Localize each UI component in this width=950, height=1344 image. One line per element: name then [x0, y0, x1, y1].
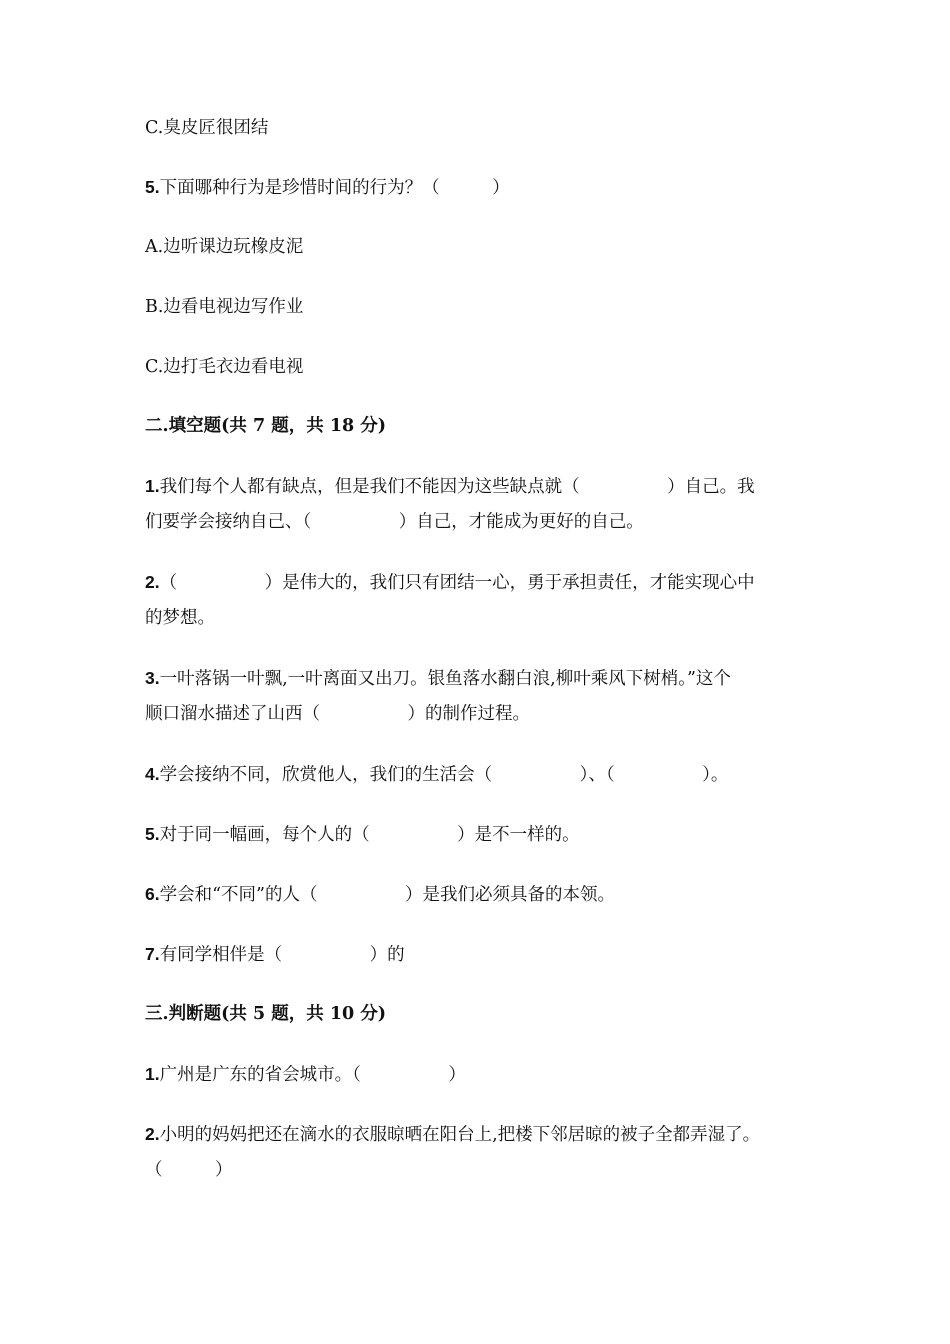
- section-heading-fill-in: 二.填空题(共 7 题，共 18 分): [145, 416, 387, 436]
- question-number: 2.: [145, 1124, 160, 1144]
- question-number: 2.: [145, 572, 160, 592]
- question-number: 1.: [145, 1064, 160, 1084]
- question-number: 6.: [145, 884, 160, 904]
- judge-question-1: [145, 1063, 466, 1086]
- question-text: 一叶落锅一叶飘,一叶离面又出刀。银鱼落水翻白浪,柳叶乘风下树梢。”这个: [159, 669, 731, 689]
- question-text: 广州是广东的省会城市。（ ）: [159, 1065, 466, 1085]
- question-number: 1.: [145, 476, 160, 496]
- judge-question-2-cont: （ ）: [145, 1160, 233, 1180]
- fill-question-3-cont: 顺口溜水描述了山西（ ）的制作过程。: [145, 704, 530, 724]
- q4-option-c: C.臭皮匠很团结: [145, 118, 269, 138]
- question-text: 我们每个人都有缺点，但是我们不能因为这些缺点就（ ）自己。我: [159, 477, 755, 497]
- fill-question-1-cont: 们要学会接纳自己、（ ）自己，才能成为更好的自己。: [145, 512, 644, 532]
- q5-option-a: A.边听课边玩橡皮泥: [145, 237, 304, 257]
- question-number: 3.: [145, 668, 160, 688]
- question-text: 小明的妈妈把还在滴水的衣服晾晒在阳台上,把楼下邻居晾的被子全都弄湿了。: [159, 1125, 761, 1145]
- fill-question-2: [145, 571, 755, 594]
- fill-question-4: [145, 763, 728, 786]
- question-stem: 下面哪种行为是珍惜时间的行为？（ ）: [159, 178, 510, 198]
- question-number: 7.: [145, 944, 160, 964]
- question-text: 有同学相伴是（ ）的: [159, 945, 405, 965]
- section-heading-true-false: 三.判断题(共 5 题，共 10 分): [145, 1004, 387, 1024]
- fill-question-2-cont: 的梦想。: [145, 608, 215, 628]
- question-text: 对于同一幅画，每个人的（ ）是不一样的。: [159, 825, 580, 845]
- question-5: [145, 176, 510, 199]
- fill-question-5: [145, 823, 580, 846]
- q5-option-b: B.边看电视边写作业: [145, 297, 304, 317]
- fill-question-6: [145, 883, 615, 906]
- question-text: （ ）是伟大的，我们只有团结一心，勇于承担责任，才能实现心中: [159, 573, 755, 593]
- question-number: 5.: [145, 177, 160, 197]
- question-text: 学会和“不同”的人（ ）是我们必须具备的本领。: [159, 885, 616, 905]
- question-text: 学会接纳不同，欣赏他人，我们的生活会（ ）、（ ）。: [159, 765, 729, 785]
- judge-question-2: [145, 1123, 760, 1146]
- fill-question-3: [145, 667, 731, 690]
- fill-question-7: [145, 943, 405, 966]
- question-number: 4.: [145, 764, 160, 784]
- question-number: 5.: [145, 824, 160, 844]
- fill-question-1: [145, 475, 755, 498]
- q5-option-c: C.边打毛衣边看电视: [145, 357, 304, 377]
